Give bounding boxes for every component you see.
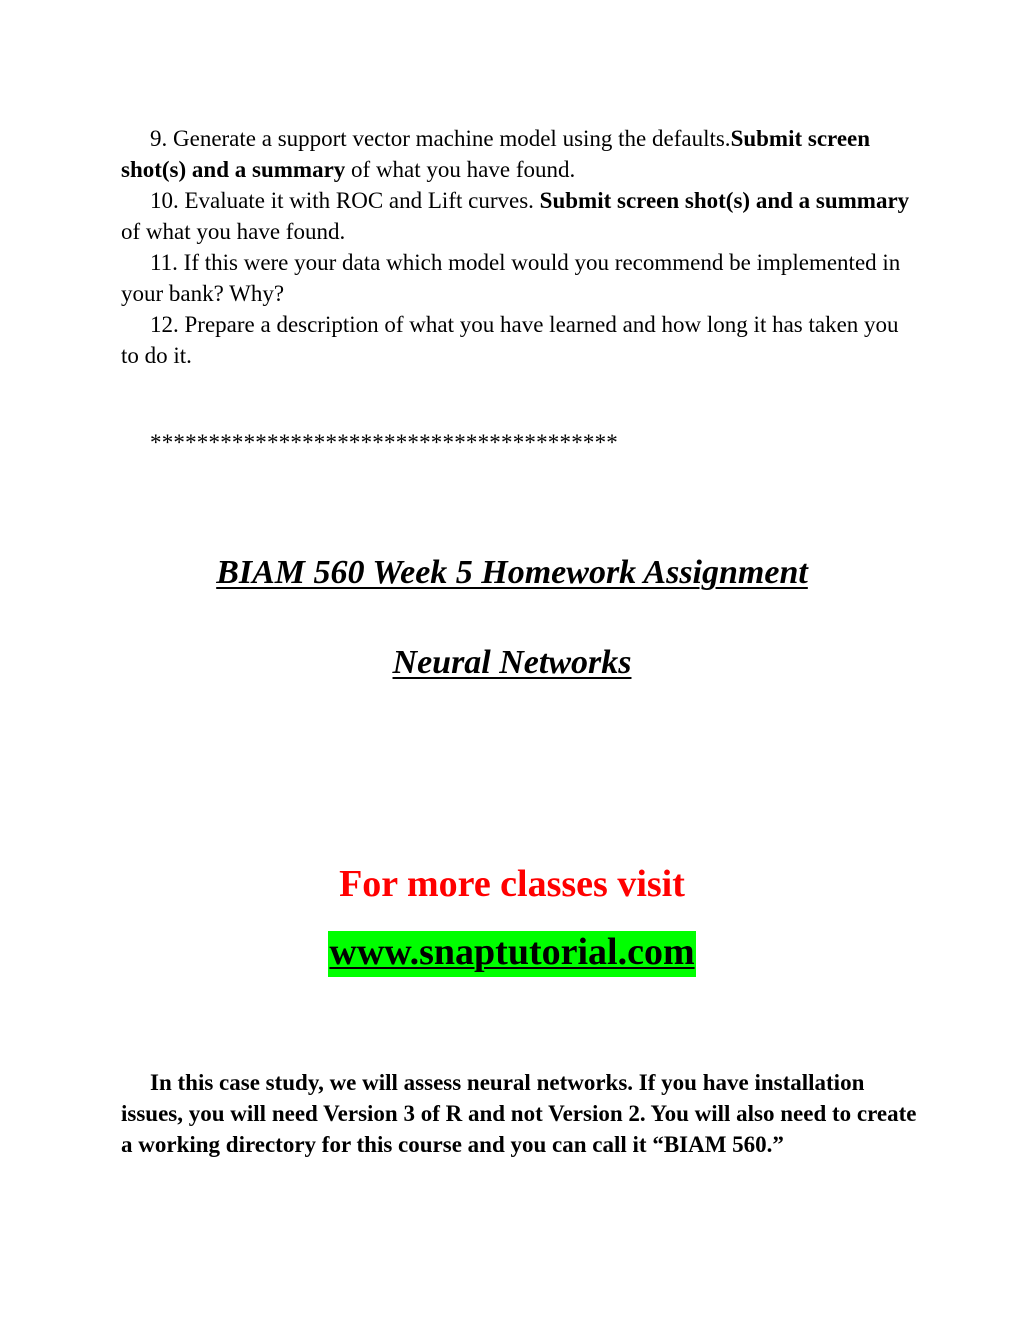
step-10-text: Evaluate it with ROC and Lift curves. xyxy=(178,188,540,213)
document-subtitle xyxy=(0,644,1024,682)
intro-paragraph xyxy=(121,1067,921,1160)
step-10-bold-text: Submit screen shot(s) and a summary xyxy=(539,188,910,213)
step-9-rest: of what you have found. xyxy=(345,157,576,182)
separator-stars: **************************************** xyxy=(150,430,618,455)
step-9-number: 9. xyxy=(150,126,168,151)
step-11-text: If this were your data which model would you recommend be implemented in your bank? Why? xyxy=(121,250,901,306)
step-12-text: Prepare a description of what you have learned and how long it has taken you to do it. xyxy=(121,312,899,368)
promo-heading: For more classes visit xyxy=(339,863,685,905)
step-11-number: 11. xyxy=(150,250,178,275)
document-title xyxy=(0,554,1024,592)
step-10-number: 10. xyxy=(150,188,179,213)
document-subtitle-text: Neural Networks xyxy=(392,644,632,681)
step-9-text: Generate a support vector machine model using the defaults. xyxy=(167,126,731,151)
step-9-bold-text: Submit screen shot(s) and a summary xyxy=(121,126,871,182)
step-12-number: 12. xyxy=(150,312,179,337)
step-10-rest: of what you have found. xyxy=(121,219,346,244)
promo-link-line xyxy=(0,930,1024,974)
document-title-text: BIAM 560 Week 5 Homework Assignment xyxy=(216,554,808,591)
instructions-list xyxy=(121,123,921,371)
promo-website-link[interactable]: www.snaptutorial.com xyxy=(328,931,695,977)
intro-text: In this case study, we will assess neural networks. If you have installation issues, you will need Version 3 of R and not Version 2. You will also need to create a working directory for this course and you can call it “BIAM 560.” xyxy=(121,1070,917,1157)
